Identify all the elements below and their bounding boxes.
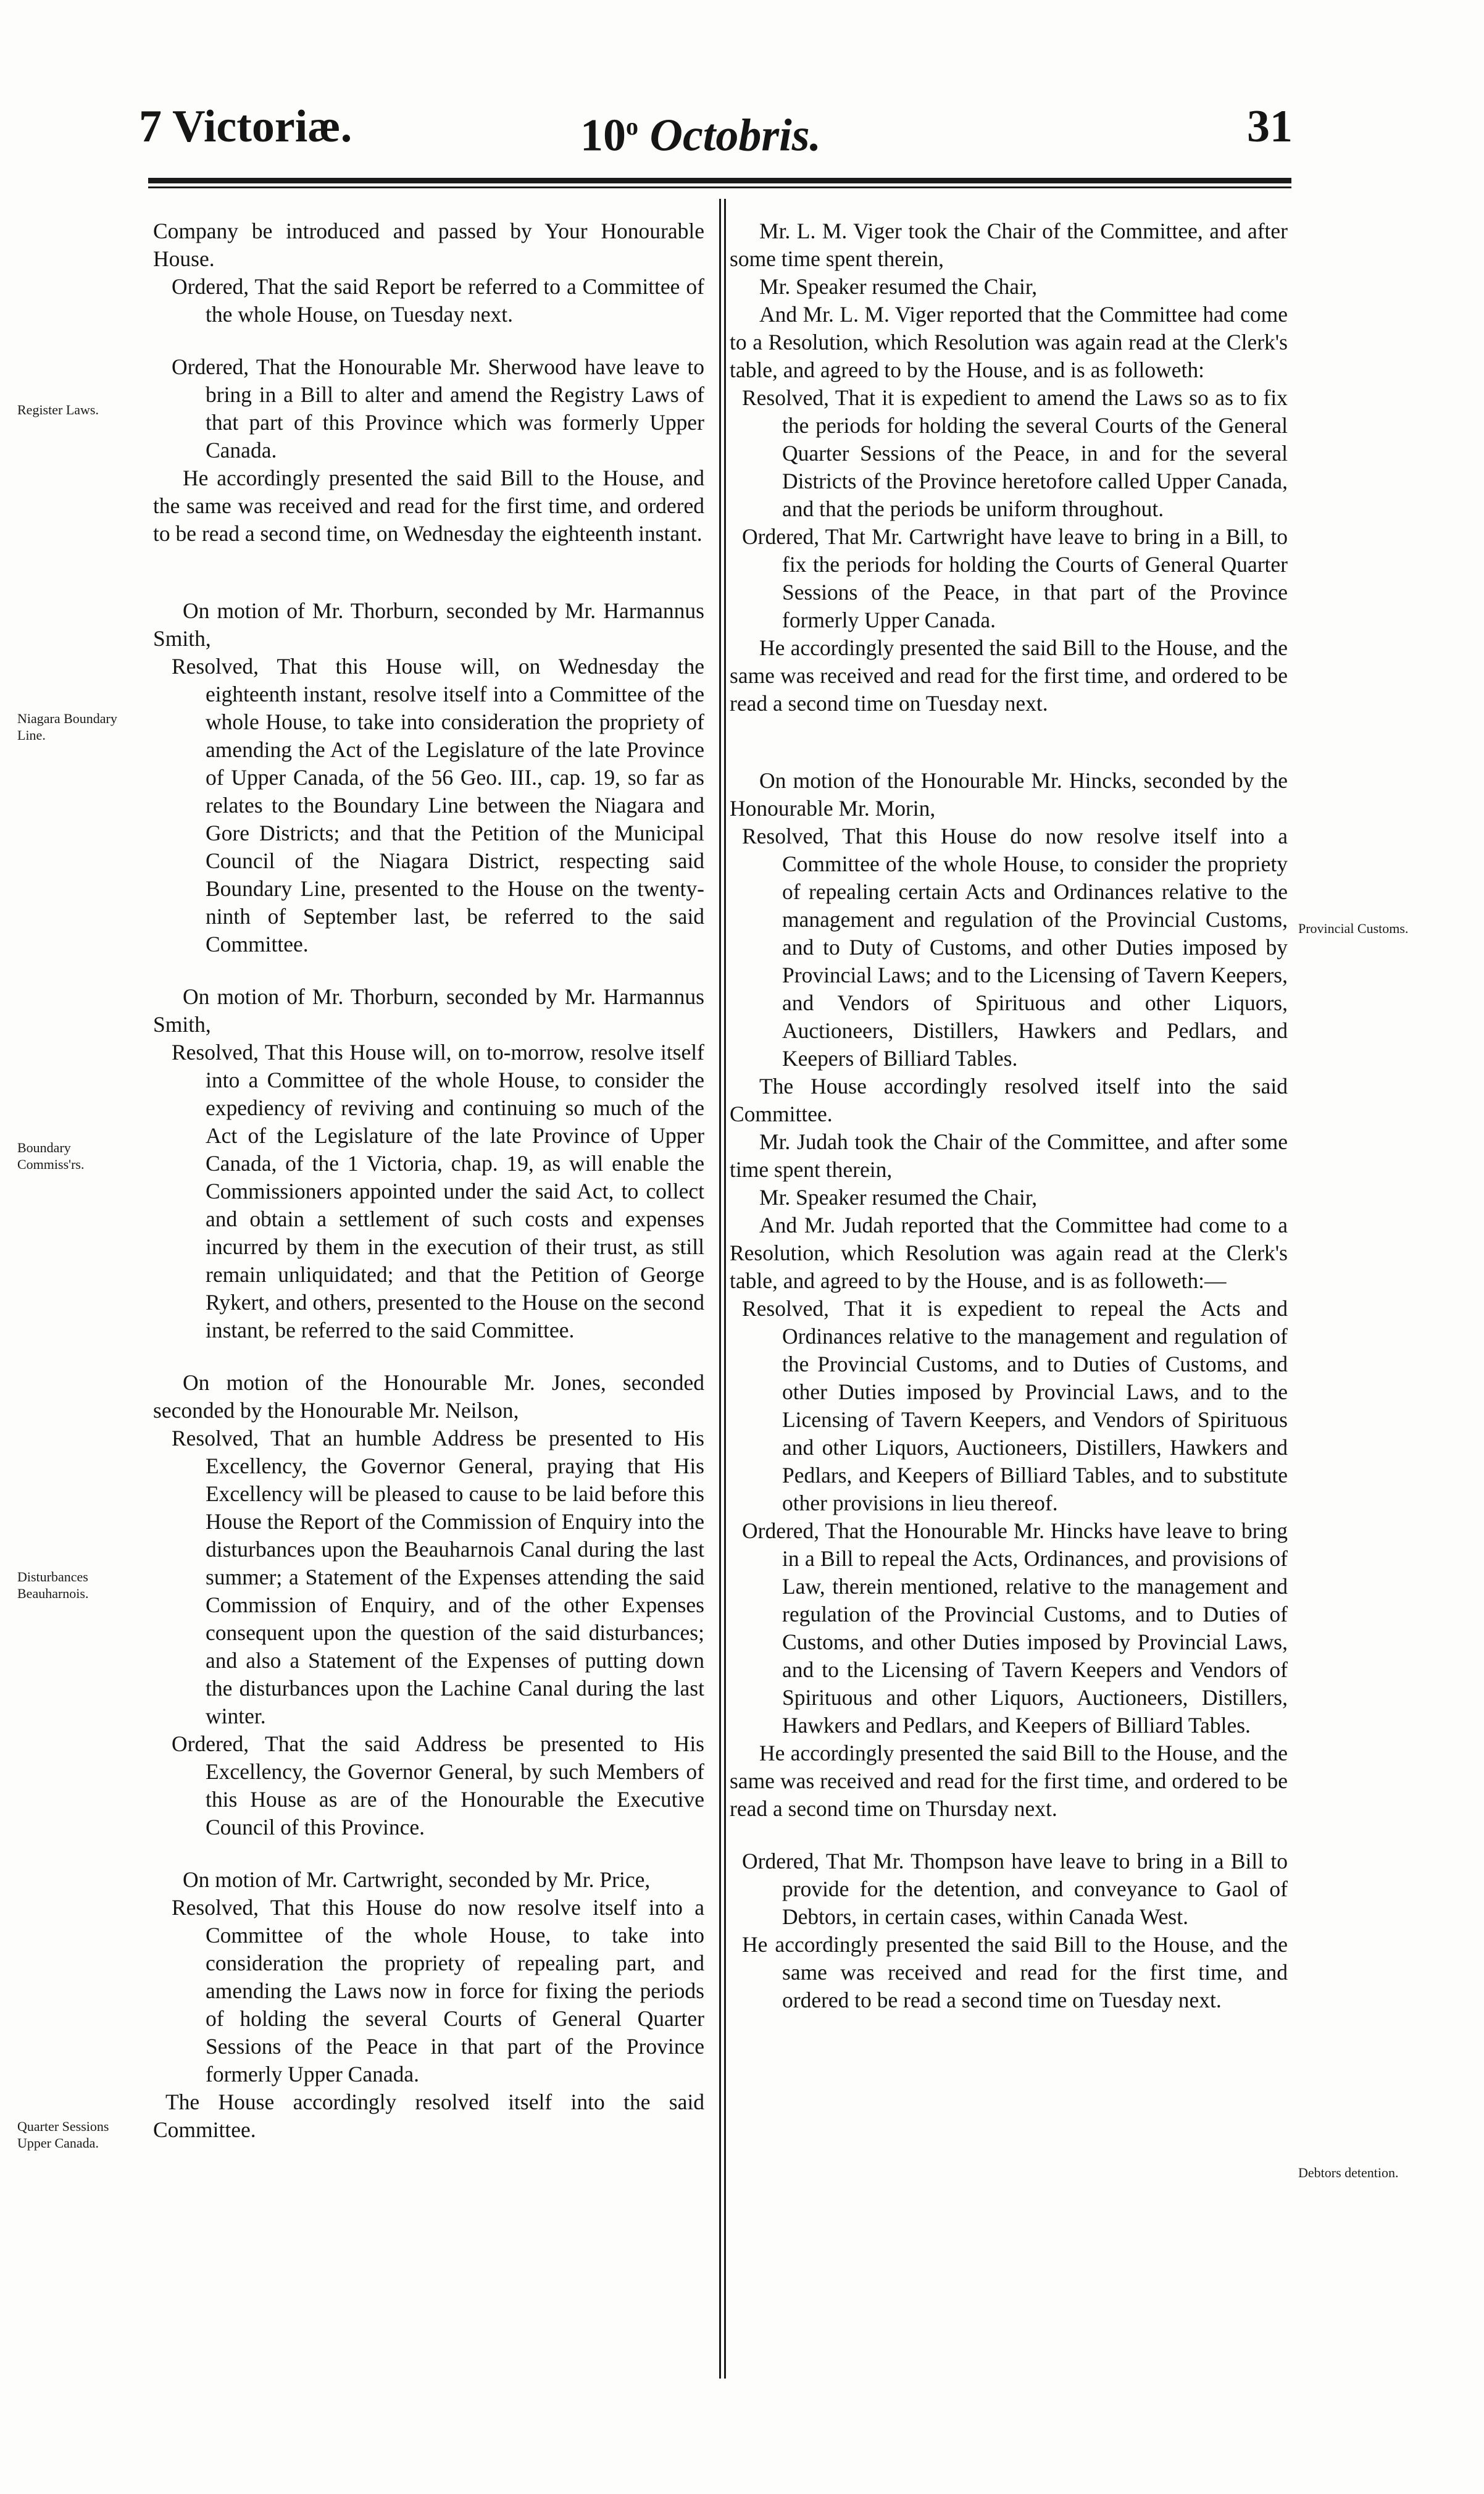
header-rule-thick [148,178,1291,183]
paragraph: On motion of the Honourable Mr. Jones, seconded seconded by the Honourable Mr. Neilson, [153,1370,704,1423]
paragraph: And Mr. Judah reported that the Committee had come to a Resolution, which Resolution was again read at the Clerk's table, and agreed to by the House, and is as followeth:— [730,1213,1288,1293]
paragraph: Ordered, That the Honourable Mr. Sherwood have leave to bring in a Bill to alter and amend the Registry Laws of that part of this Province which was formerly Upper Canada. [172,354,704,462]
paragraph: On motion of the Honourable Mr. Hincks, seconded by the Honourable Mr. Morin, [730,768,1288,821]
paragraph: He accordingly presented the said Bill to the House, and the same was received and read for the first time, and ordered to be read a second time on Tuesday next. [730,635,1288,716]
paragraph: Company be introduced and passed by Your Honourable House. [153,219,704,271]
regnal-year: 7 Victoriæ. [139,101,352,152]
paragraph: Resolved, That this House will, on Wednesday the eighteenth instant, resolve itself into a Committee of the whole House, to take into consideration the propriety of amending the Act of the Legislature of the late Province of Upper Canada, of the 56 Geo. III., cap. 19, so far as relates to the Boundary Line between the Niagara and Gore Districts; and that the Petition of the Municipal Council of the Niagara District, respecting said Boundary Line, presented to the House on the twenty-ninth of September last, be referred to the said Committee. [172,654,704,956]
paragraph: Ordered, That Mr. Cartwright have leave to bring in a Bill, to fix the periods for holding the Courts of General Quarter Sessions of the Peace, in that part of the Province formerly Upper Canada. [742,524,1288,632]
page-number: 31 [1247,101,1293,152]
header-day: 10 [580,110,626,161]
paragraph: The House accordingly resolved itself into the said Committee. [730,1074,1288,1126]
paragraph: And Mr. L. M. Viger reported that the Committee had come to a Resolution, which Resolution was again read at the Clerk's table, and agreed to by the House, and is as followeth: [730,302,1288,382]
paragraph: Mr. Speaker resumed the Chair, [759,274,1038,299]
header-month: Octobris. [649,110,821,161]
right-column [730,217,1288,2014]
margin-note-debtors-detention: Debtors detention. [1298,2165,1399,2180]
paragraph: He accordingly presented the said Bill to the House, and the same was received and read for the first time, and ordered to be read a second time on Thursday next. [730,1741,1288,1821]
paragraph: Ordered, That the Honourable Mr. Hincks have leave to bring in a Bill to repeal the Acts, Ordinances, and provisions of Law, therein mentioned, relative to the management and regulation of the Provincial Customs, and to Duties of Customs, and other Duties imposed by Provincial Laws, and to the Licensing of Tavern Keepers and Vendors of Spirituous and other Liquors, Auctioneers, Distillers, Hawkers and Pedlars, and Keepers of Billiard Tables. [742,1518,1288,1738]
header-date [580,93,821,170]
margin-note-register-laws: Register Laws. [17,402,99,417]
paragraph: On motion of Mr. Thorburn, seconded by Mr. Harmannus Smith, [153,598,704,651]
paragraph: Ordered, That the said Address be presented to His Excellency, the Governor General, by such Members of this House as are of the Honourable the Executive Council of this Province. [172,1731,704,1839]
page-header [0,93,1484,167]
header-rule-thin [148,186,1291,188]
paragraph: Mr. L. M. Viger took the Chair of the Committee, and after some time spent therein, [730,219,1288,271]
paragraph: Resolved, That this House do now resolve itself into a Committee of the whole House, to take into consideration the propriety of repealing part, and amending the Laws now in force for fixing the periods of holding the several Courts of General Quarter Sessions of the Peace in that part of the Province formerly Upper Canada. [172,1895,704,2086]
paragraph: Resolved, That this House do now resolve itself into a Committee of the whole House, to consider the propriety of repealing certain Acts and Ordinances relative to the management and regulation of the Provincial Customs, and to Duty of Customs, and other Duties imposed by Provincial Laws; and to the Licensing of Tavern Keepers, and Vendors of Spirituous and other Liquors, Auctioneers, Distillers, Hawkers and Pedlars, and Keepers of Billiard Tables. [742,824,1288,1071]
margin-note-boundary-commissioners: Boundary Commiss'rs. [17,1140,85,1172]
paragraph: He accordingly presented the said Bill to the House, and the same was received and read for the first time, and ordered to be read a second time on Tuesday next. [742,1932,1288,2012]
paragraph: Resolved, That it is expedient to repeal the Acts and Ordinances relative to the management and regulation of the Provincial Customs, and to Duties of Customs, and other Duties imposed by Provincial Laws, and to the Licensing of Tavern Keepers, and Vendors of Spirituous and other Liquors, Auctioneers, Distillers, Hawkers and Pedlars, and Keepers of Billiard Tables, and to substitute other provisions in lieu thereof. [742,1296,1288,1515]
paragraph: On motion of Mr. Cartwright, seconded by Mr. Price, [183,1867,651,1892]
paragraph: The House accordingly resolved itself into the said Committee. [153,2090,704,2142]
paragraph: Ordered, That the said Report be referred to a Committee of the whole House, on Tuesday next. [172,274,704,327]
column-divider [719,199,726,2379]
paragraph: On motion of Mr. Thorburn, seconded by Mr. Harmannus Smith, [153,984,704,1037]
paragraph: Mr. Judah took the Chair of the Committee, and after some time spent therein, [730,1129,1288,1182]
margin-note-provincial-customs: Provincial Customs. [1298,921,1409,936]
margin-note-quarter-sessions: Quarter Sessions Upper Canada. [17,2119,109,2151]
paragraph: Resolved, That it is expedient to amend the Laws so as to fix the periods for holding the several Courts of the General Quarter Sessions of the Peace, in and for the several Districts of the Province heretofore called Upper Canada, and that the periods be uniform throughout. [742,385,1288,521]
paragraph: He accordingly presented the said Bill to the House, and the same was received and read for the first time, and ordered to be read a second time, on Wednesday the eighteenth instant. [153,466,704,546]
margin-note-niagara-boundary: Niagara Boundary Line. [17,711,117,743]
margin-note-disturbances: Disturbances Beauharnois. [17,1569,89,1601]
left-column [153,217,704,2144]
paragraph: Resolved, That an humble Address be presented to His Excellency, the Governor General, praying that His Excellency will be pleased to cause to be laid before this House the Report of the Commission of Enquiry into the disturbances upon the Beauharnois Canal during the last summer; a Statement of the Expenses attending the said Commission of Enquiry, and of the other Expenses consequent upon the question of the said disturbances; and also a Statement of the Expenses of putting down the disturbances upon the Lachine Canal during the last winter. [172,1426,704,1728]
paragraph: Mr. Speaker resumed the Chair, [759,1185,1038,1210]
header-day-sup: o [626,112,638,140]
paragraph: Resolved, That this House will, on to-morrow, resolve itself into a Committee of the whole House, to consider the expediency of reviving and continuing so much of the Act of the Legislature of the late Province of Upper Canada, of the 1 Victoria, chap. 19, as will enable the Commissioners appointed under the said Act, to collect and obtain a settlement of such costs and expenses incurred by them in the execution of their trust, as still remain unliquidated; and that the Petition of George Rykert, and others, presented to the House on the second instant, be referred to the said Committee. [172,1040,704,1342]
paragraph: Ordered, That Mr. Thompson have leave to bring in a Bill to provide for the detention, and conveyance to Gaol of Debtors, in certain cases, within Canada West. [742,1849,1288,1929]
